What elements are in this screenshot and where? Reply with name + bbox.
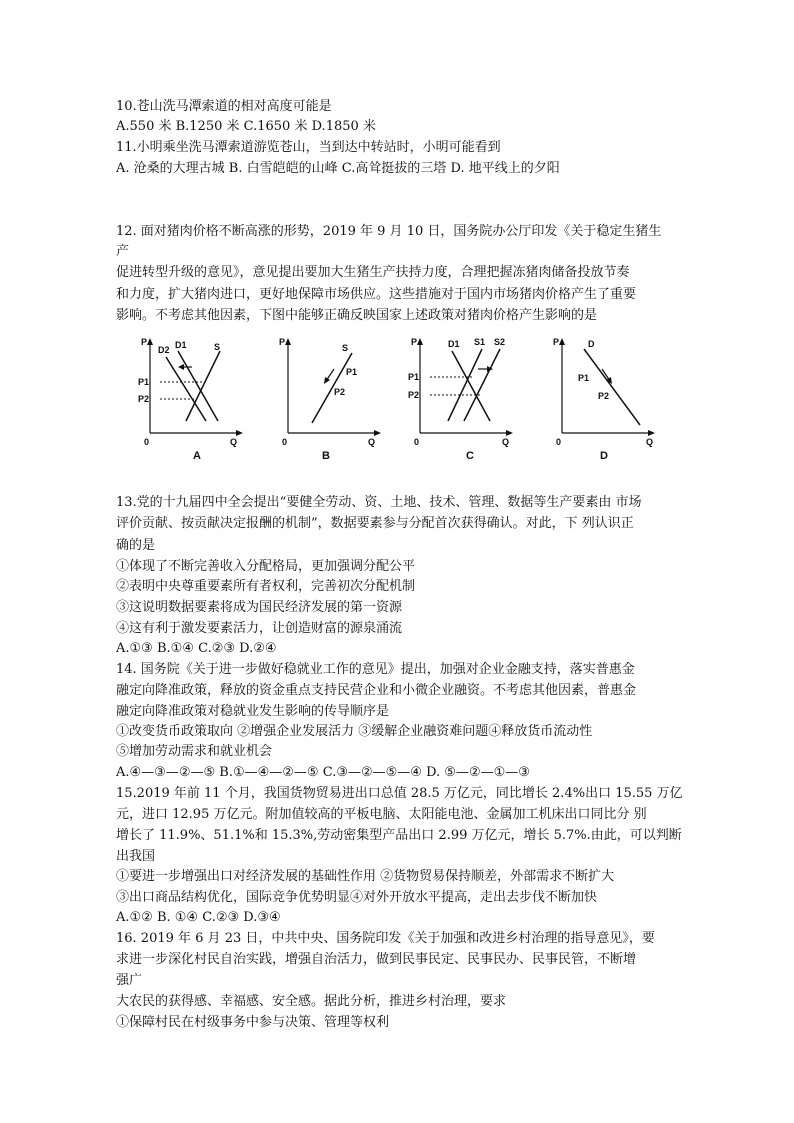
q16-line4: 大农民的获得感、幸福感、安全感。据此分析，推进乡村治理，要求 bbox=[116, 994, 507, 1009]
graph-c-s2-line bbox=[464, 349, 500, 421]
q10-options: A.550 米 B.1250 米 C.1650 米 D.1850 米 bbox=[116, 119, 376, 134]
graph-d-label-origin: 0 bbox=[556, 437, 562, 447]
q15-line6: ③出口商品结构优化，国际竞争优势明显④对外开放水平提高，走出去步伐不断加快 bbox=[116, 890, 598, 905]
graph-a-s-line bbox=[186, 351, 220, 421]
graph-c-label-p2: P2 bbox=[408, 390, 420, 400]
graph-c-label-s1: S1 bbox=[474, 337, 486, 347]
q14-line1: 14. 国务院《关于进一步做好稳就业工作的意见》提出，加强对企业金融支持，落实普惠金 bbox=[116, 662, 635, 677]
q14-line4: ①改变货币政策取向 ②增强企业发展活力 ③缓解企业融资难问题④释放货币流动性 bbox=[116, 724, 593, 739]
graph-b-s-line bbox=[312, 353, 352, 423]
q13-line1: 13.党的十九届四中全会提出“要健全劳动、资、土地、技术、管理、数据等生产要素由 市场 bbox=[116, 495, 642, 510]
graph-c-label-p: P bbox=[411, 337, 418, 347]
graph-c-label-p1: P1 bbox=[408, 372, 420, 382]
graph-d-d-line bbox=[584, 349, 640, 425]
graph-b-label-q: Q bbox=[368, 437, 376, 447]
graph-b-label-origin: 0 bbox=[282, 437, 288, 447]
q15-line2: 元，进口 12.95 万亿元。附加值较高的平板电脑、太阳能电池、金属加工机床出口同比分 别 bbox=[116, 807, 647, 822]
q16-line1: 16. 2019 年 6 月 23 日，中共中央、国务院印发《关于加强和改进乡村治理的指导意见》，要 bbox=[116, 931, 655, 946]
graph-c-d1-line bbox=[452, 351, 490, 421]
graph-a-caption: A bbox=[193, 450, 201, 462]
graph-c-label-q: Q bbox=[502, 437, 510, 447]
q13-option-4: ④这有利于激发要素活力，让创造财富的源泉涌流 bbox=[116, 621, 403, 636]
q11-stem: 11.小明乘坐洗马潭索道游览苍山，当到达中转站时，小明可能看到 bbox=[116, 140, 501, 155]
graph-d-caption: D bbox=[600, 450, 608, 462]
q13-option-2: ②表明中央尊重要素所有者权利，完善初次分配机制 bbox=[116, 579, 416, 594]
q16-line5: ①保障村民在村级事务中参与决策、管理等权利 bbox=[116, 1015, 390, 1030]
q16-line3: 强广 bbox=[116, 973, 143, 988]
graph-a-label-p1: P1 bbox=[138, 377, 150, 387]
graph-d bbox=[550, 333, 670, 467]
graph-a-y-arrow bbox=[147, 338, 153, 345]
q14-line2: 融定向降准政策，释放的资金重点支持民营企业和小微企业融资。不考虑其他因素，普惠金 bbox=[116, 683, 637, 698]
graph-a bbox=[138, 333, 258, 467]
graph-b-label-s: S bbox=[342, 343, 349, 353]
q13-options: A.①③ B.①④ C.②③ D.②④ bbox=[116, 641, 277, 656]
graph-a-label-q: Q bbox=[230, 437, 238, 447]
q12-line1: 12. 面对猪肉价格不断高涨的形势，2019 年 9 月 10 日，国务院办公厅印发《关于稳定生猪生 bbox=[116, 224, 662, 239]
graph-d-label-p2: P2 bbox=[598, 391, 610, 401]
q12-line2: 产 bbox=[116, 244, 130, 259]
q15-options: A.①② B. ①④ C.②③ D.③④ bbox=[116, 910, 281, 925]
graph-d-label-q: Q bbox=[646, 437, 654, 447]
q10-stem: 10.苍山洗马潭索道的相对高度可能是 bbox=[116, 99, 332, 114]
q13-line3: 确的是 bbox=[116, 538, 156, 553]
q11-options: A. 沧桑的大理古城 B. 白雪皑皑的山峰 C.高耸挺拔的三塔 D. 地平线上的夕阳 bbox=[116, 161, 560, 176]
q13-line2: 评价贡献、按贡献决定报酬的机制”，数据要素参与分配首次获得确认。对此，下 列认识正 bbox=[116, 516, 634, 531]
q15-line5: ①要进一步增强出口对经济发展的基础性作用 ②货物贸易保持顺差，外部需求不断扩大 bbox=[116, 869, 615, 884]
q15-line1: 15.2019 年前 11 个月，我国货物贸易进出口总值 28.5 万亿元，同比增长 2.4%出口 15.55 万亿 bbox=[116, 786, 683, 801]
graph-b-label-p: P bbox=[279, 337, 286, 347]
q12-line3: 促进转型升级的意见》，意见提出要加大生猪生产扶持力度，合理把握冻猪肉储备投放节奏 bbox=[116, 265, 630, 280]
graph-a-x-arrow bbox=[236, 430, 243, 436]
graph-a-label-s: S bbox=[214, 342, 221, 352]
graph-c-label-origin: 0 bbox=[414, 437, 420, 447]
q13-option-1: ①体现了不断完善收入分配格局，更加强调分配公平 bbox=[116, 559, 416, 574]
graph-a-label-d2: D2 bbox=[158, 345, 170, 355]
q14-line3: 融定向降准政策对稳就业发生影响的传导顺序是 bbox=[116, 704, 390, 719]
graph-d-label-p1: P1 bbox=[578, 373, 590, 383]
graph-a-label-origin: 0 bbox=[144, 437, 150, 447]
q12-line5: 影响。不考虑其他因素，下图中能够正确反映国家上述政策对猪肉价格产生影响的是 bbox=[116, 308, 598, 323]
q14-line5: ⑤增加劳动需求和就业机会 bbox=[116, 744, 273, 759]
graph-a-label-p: P bbox=[141, 337, 148, 347]
q13-option-3: ③这说明数据要素将成为国民经济发展的第一资源 bbox=[116, 600, 403, 615]
q12-line4: 和力度，扩大猪肉进口，更好地保障市场供应。这些措施对于国内市场猪肉价格产生了重要 bbox=[116, 287, 637, 302]
graph-b-label-p2: P2 bbox=[334, 387, 346, 397]
q15-line3: 增长了 11.9%、51.1%和 15.3%,劳动密集型产品出口 2.99 万亿元，增长 5.7%.由此，可以判断 bbox=[116, 828, 682, 843]
graph-b-label-p1: P1 bbox=[346, 367, 358, 377]
q14-options: A.④—③—②—⑤ B.①—④—②—⑤ C.③—②—⑤—④ D. ⑤—②—①—③ bbox=[116, 765, 530, 780]
graph-c-caption: C bbox=[466, 450, 474, 462]
graph-c-label-d1: D1 bbox=[448, 339, 460, 349]
graph-d-label-d: D bbox=[588, 339, 595, 349]
graph-c-label-s2: S2 bbox=[494, 337, 506, 347]
graph-b bbox=[276, 333, 396, 467]
graph-c bbox=[408, 333, 528, 467]
graph-a-label-d1: D1 bbox=[175, 340, 187, 350]
q16-line2: 求进一步深化村民自治实践，增强自治活力，做到民事民定、民事民办、民事民管，不断增 bbox=[116, 952, 637, 967]
graph-b-caption: B bbox=[322, 450, 330, 462]
graph-d-label-p: P bbox=[553, 337, 560, 347]
q15-line4: 出我国 bbox=[116, 849, 156, 864]
graph-a-label-p2: P2 bbox=[138, 394, 150, 404]
graph-c-s1-line bbox=[448, 349, 482, 421]
